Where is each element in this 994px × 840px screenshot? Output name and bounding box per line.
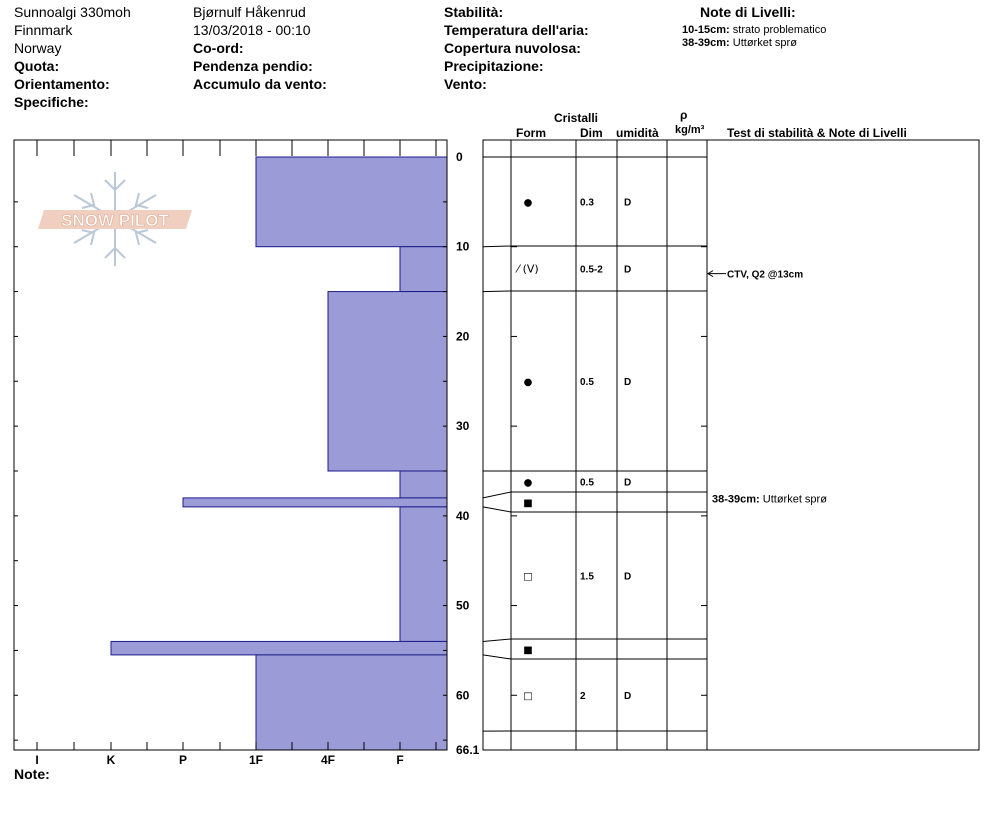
layer-depth-connector [483,291,511,292]
form-header: Form [516,126,546,140]
layer-umidita-1: D [624,197,632,209]
hardness-bar-1 [256,157,447,247]
depth-axis [443,150,480,757]
layer-comment-text: Uttørket sprø [762,493,827,506]
layer-form-3: ● [523,377,533,388]
copertura-label: Copertura nuvolosa: [444,40,581,56]
layer-umidita-6: D [624,571,632,583]
layer-umidita-2: D [624,264,632,276]
stability-notes [708,270,827,506]
test-header: Test di stabilità & Note di Livelli [727,126,907,140]
layer-umidita-4: D [624,477,632,489]
observer-text: Bjørnulf Håkenrud [193,4,306,20]
layer-depth-connector [483,639,511,641]
depth-tick-label: 10 [456,239,470,254]
layer-dim-3: 0.5 [580,377,594,388]
layer-form-4: ● [523,477,533,489]
layer-dim-4: 0.5 [580,477,594,489]
coord-label: Co-ord: [193,40,244,56]
orientamento-label: Orientamento: [14,76,110,92]
layer-depth-connector [483,246,511,247]
stability-test-1: CTV, Q2 @13cm [727,269,804,281]
depth-tick-label: 0 [456,150,463,164]
layer-dim-6: 1.5 [580,571,594,583]
layer-umidita-3: D [624,377,632,388]
hardness-bar-2 [400,247,447,292]
density-unit-header: kg/m³ [675,124,705,136]
layer-form-1: ● [523,197,533,209]
hardness-tick-label: 4F [320,753,336,767]
pendenza-label: Pendenza pendio: [193,58,313,74]
snowpilot-logo [38,172,192,266]
layer-note-2-text: Uttørket sprø [732,37,797,49]
region-text: Finnmark [14,22,73,38]
depth-tick-label: 40 [456,508,470,523]
layer-dim-8: 2 [580,691,586,702]
layer-depth-connector [483,655,511,659]
datetime-text: 13/03/2018 - 00:10 [193,22,311,38]
hardness-tick-label: F [396,753,404,767]
accumulo-label: Accumulo da vento: [193,76,327,92]
umidita-header: umidità [616,126,659,140]
note-livelli-label: Note di Livelli: [700,4,796,20]
layer-form-8: □ [523,691,533,702]
hardness-tick-label: K [106,753,116,767]
layer-comment-range: 38-39cm: [712,493,763,506]
hardness-bar-3 [328,292,447,471]
depth-tick-label: 30 [456,419,470,434]
stabilita-label: Stabilità: [444,4,504,20]
hardness-tick-label: P [178,753,188,767]
depth-tick-label: 20 [456,329,470,344]
layer-dim-1: 0.3 [580,197,594,209]
depth-tick-label: 66.1 [456,743,480,757]
precipitazione-label: Precipitazione: [444,58,544,74]
layer-depth-connector [483,492,511,498]
layer-form-2: ⁄ (V) [517,262,539,276]
logo-text: SNOW PILOT [61,211,169,230]
layer-table [483,140,979,750]
country-text: Norway [14,40,62,56]
layer-form-7: ■ [523,645,533,656]
layer-note-1-text: strato problematico [732,24,827,36]
cristalli-header: Cristalli [554,111,599,125]
hardness-bar-4 [400,471,447,498]
layer-note-1-range: 10-15cm: [682,24,730,36]
layer-dim-2: 0.5-2 [580,264,603,276]
layer-note-2-range: 38-39cm: [682,37,730,49]
layer-form-6: □ [523,571,533,583]
depth-tick-label: 50 [456,598,470,613]
hardness-tick-label: 1F [248,753,264,767]
hardness-bar-8 [256,655,447,750]
hardness-bar-7 [111,641,447,654]
hardness-tick-label: I [35,753,39,767]
layer-depth-connector [483,507,511,512]
vento-label: Vento: [444,76,487,92]
temperatura-label: Temperatura dell'aria: [444,22,589,38]
hardness-bar-5 [183,498,447,507]
layer-umidita-8: D [624,691,632,702]
specifiche-label: Specifiche: [14,94,89,110]
layer-comment-1 [712,493,827,505]
depth-tick-label: 60 [456,688,470,703]
layer-form-5: ■ [523,498,533,509]
quota-label: Quota: [14,58,60,74]
hardness-bars [111,157,447,750]
dim-header: Dim [580,126,603,140]
hardness-bar-6 [400,507,447,642]
location-text: Sunnoalgi 330moh [14,4,131,20]
rho-header: ρ [680,108,688,122]
note-label: Note: [14,766,50,782]
